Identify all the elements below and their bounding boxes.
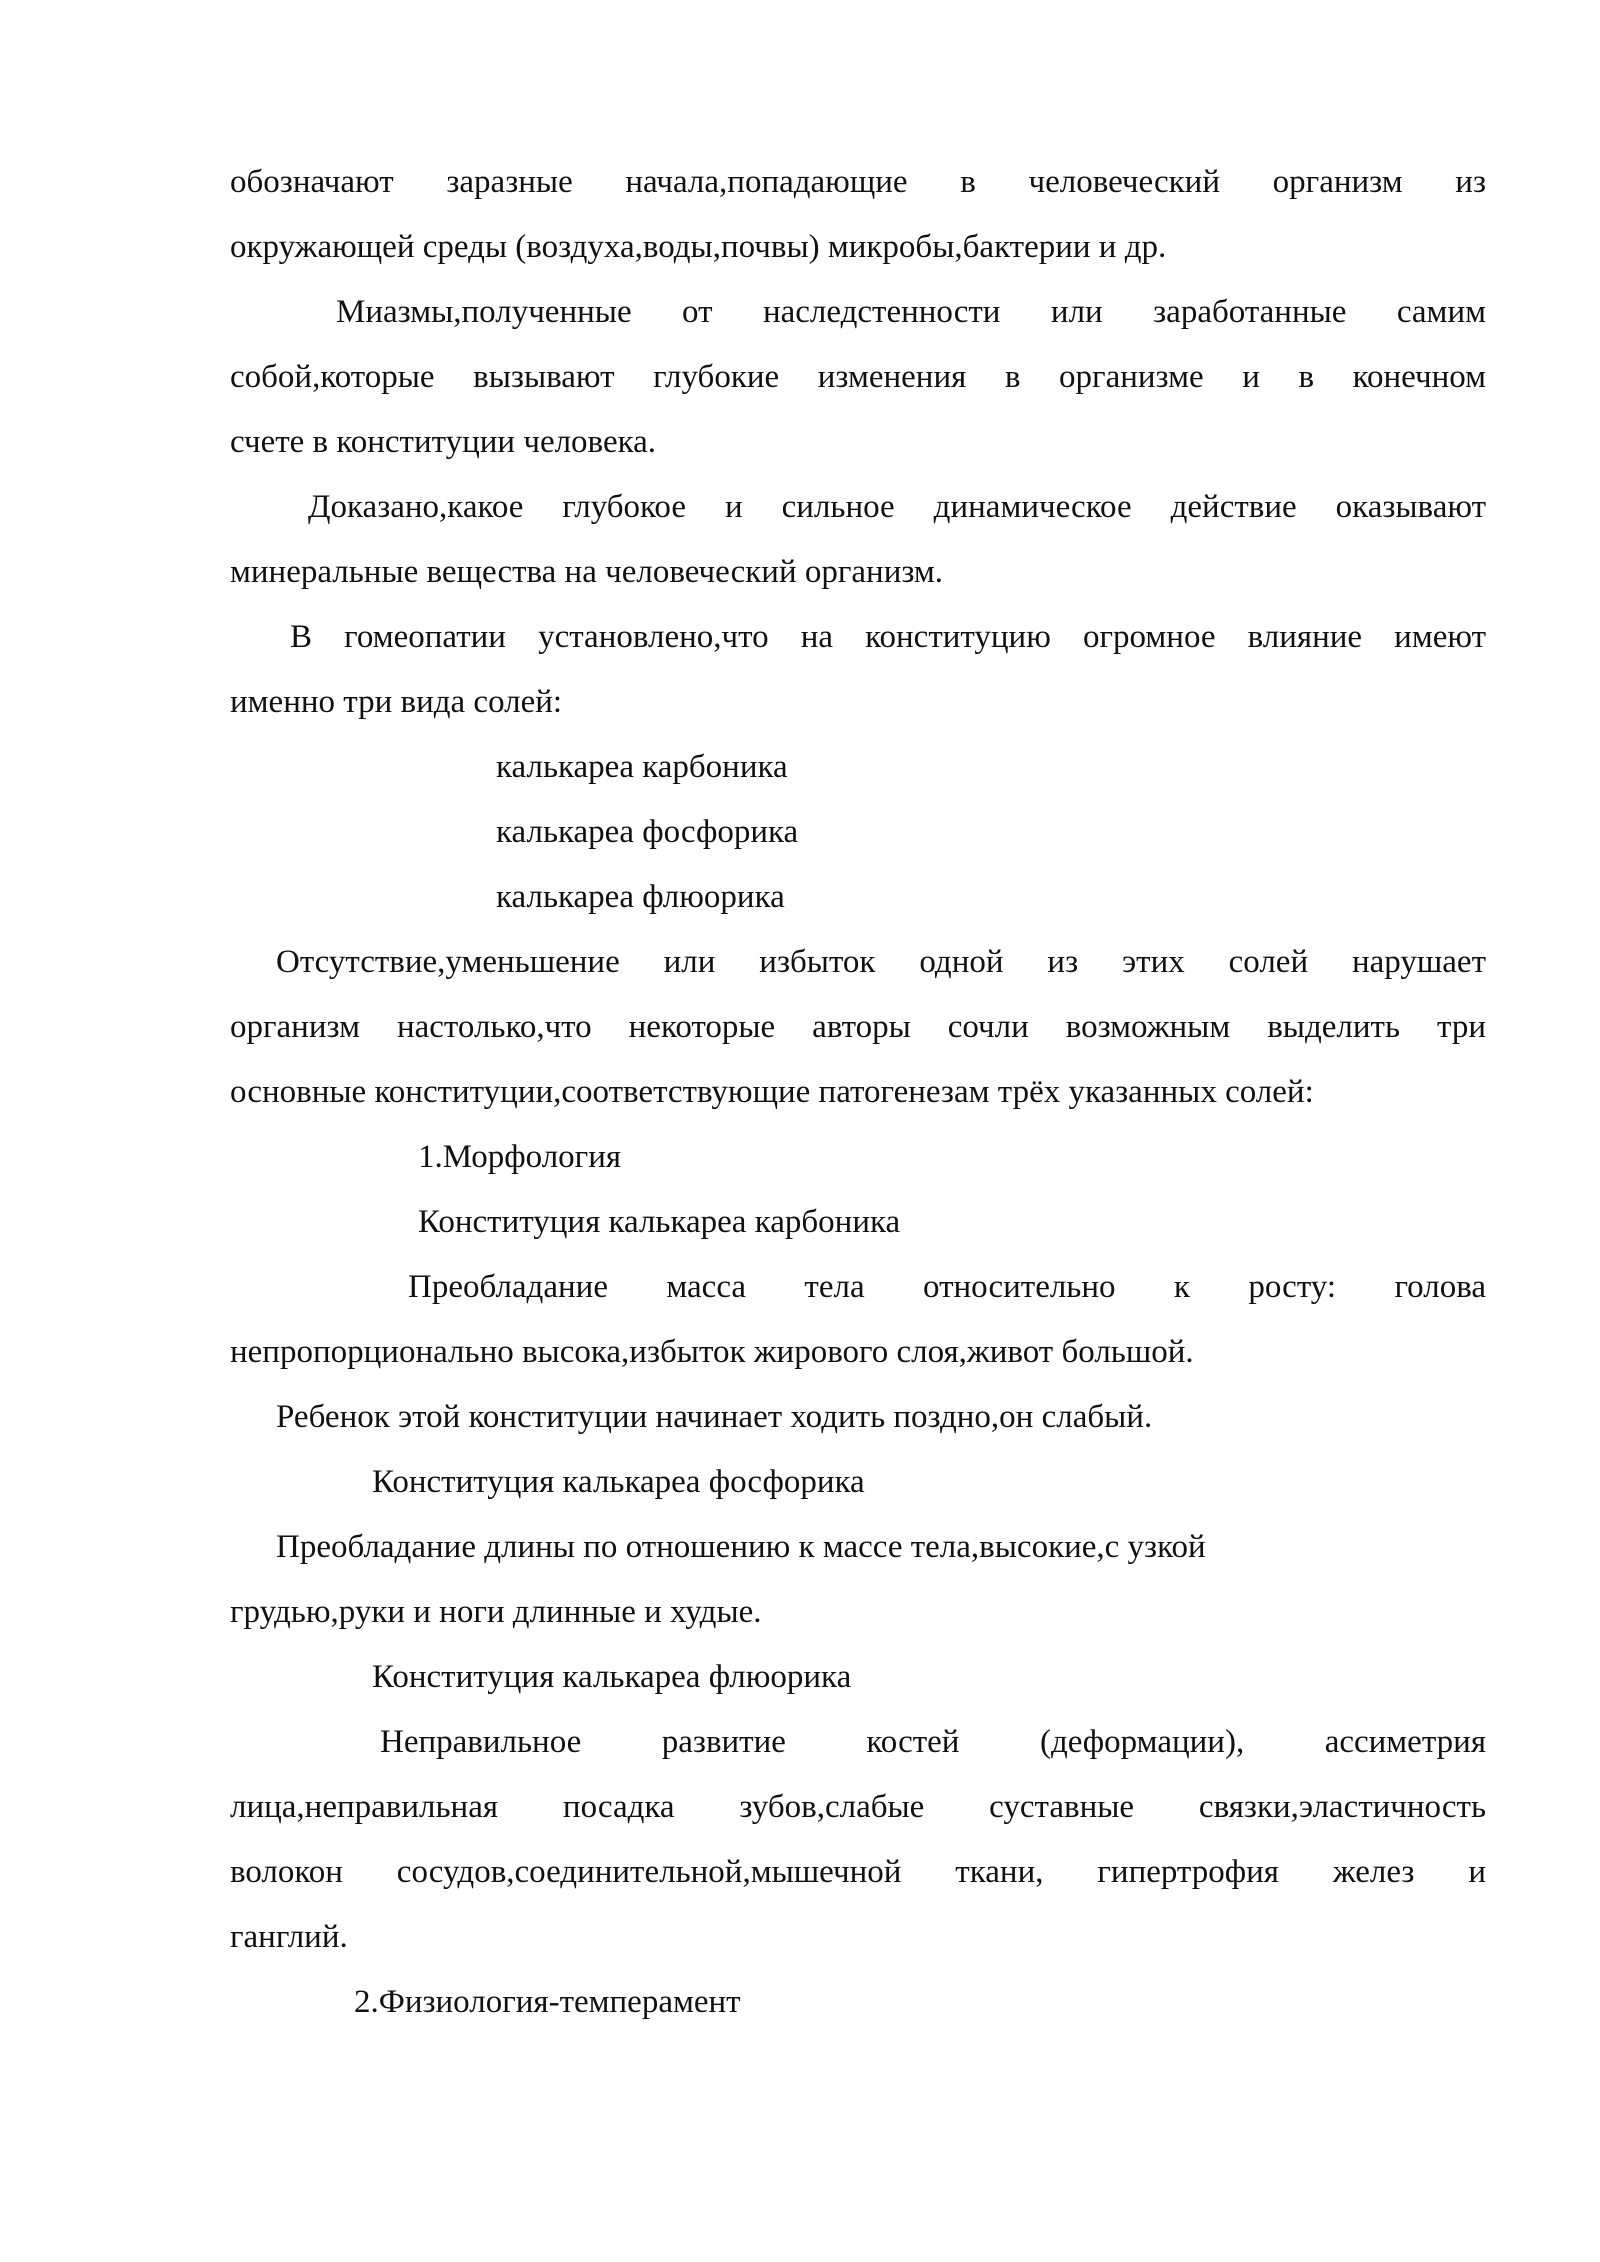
subheading: Конституция калькарea флюорика: [372, 1659, 852, 1695]
text-line: непропорционально высока,избыток жирового слоя,живот большой.: [230, 1334, 1194, 1370]
paragraph-contagion: [230, 150, 1486, 280]
paragraph-homeopathy: [230, 605, 1486, 735]
text-line: Отсутствие,уменьшение или избыток одной из этих солей нарушает: [276, 944, 1486, 980]
text-line: минеральные вещества на человеческий организм.: [230, 554, 944, 590]
paragraph-carbonica: [230, 1255, 1486, 1450]
text-line: Ребенок этой конституции начинает ходить поздно,он слабый.: [276, 1399, 1153, 1435]
text-line: обозначают заразные начала,попадающие в человеческий организм из: [230, 164, 1486, 200]
text-line: Преобладание длины по отношению к массе тела,высокие,с узкой: [276, 1529, 1206, 1565]
section-heading-morphology: [230, 1125, 1486, 1255]
text-line: организм настолько,что некоторые авторы сочли возможным выделить три: [230, 1009, 1486, 1045]
text-line: окружающей среды (воздуха,воды,почвы) микробы,бактерии и др.: [230, 229, 1167, 265]
text-line: счете в конституции человека.: [230, 424, 657, 460]
text-line: Доказано,какое глубокое и сильное динамическое действие оказывают: [308, 489, 1486, 525]
salts-list: [230, 735, 1486, 930]
text-line: именно три вида солей:: [230, 684, 563, 720]
list-item: калькарea фосфорика: [496, 814, 799, 850]
paragraph-miasms: [230, 280, 1486, 475]
list-item: калькарea карбоника: [496, 749, 788, 785]
list-item: калькарea флюорика: [496, 879, 785, 915]
text-line: волокон сосудов,соединительной,мышечной ткани, гипертрофия желез и: [230, 1854, 1486, 1890]
text-line: грудью,руки и ноги длинные и худые.: [230, 1594, 762, 1630]
text-line: Неправильное развитие костей (деформации), ассиметрия: [380, 1724, 1486, 1760]
subheading: Конституция калькарea фосфорика: [372, 1464, 865, 1500]
paragraph-minerals: [230, 475, 1486, 605]
section-heading-physiology: [230, 1970, 1486, 2035]
section-fluorica: [230, 1645, 1486, 1970]
text-line: основные конституции,соответствующие патогенезам трёх указанных солей:: [230, 1074, 1314, 1110]
subheading: Конституция калькарea карбоника: [418, 1204, 901, 1240]
text-line: ганглий.: [230, 1919, 348, 1955]
text-line: В гомеопатии установлено,что на конституцию огромное влияние имеют: [290, 619, 1486, 655]
paragraph-constitutions: [230, 930, 1486, 1125]
section-heading: 1.Морфология: [418, 1139, 622, 1175]
section-phosphorica: [230, 1450, 1486, 1645]
text-line: Миазмы,полученные от наследстенности или заработанные самим: [336, 294, 1486, 330]
text-line: Преобладание масса тела относительно к росту: голова: [408, 1269, 1486, 1305]
text-line: лица,неправильная посадка зубов,слабые суставные связки,эластичность: [230, 1789, 1486, 1825]
text-line: собой,которые вызывают глубокие изменения в организме и в конечном: [230, 359, 1486, 395]
section-heading: 2.Физиология-темперамент: [354, 1984, 741, 2020]
